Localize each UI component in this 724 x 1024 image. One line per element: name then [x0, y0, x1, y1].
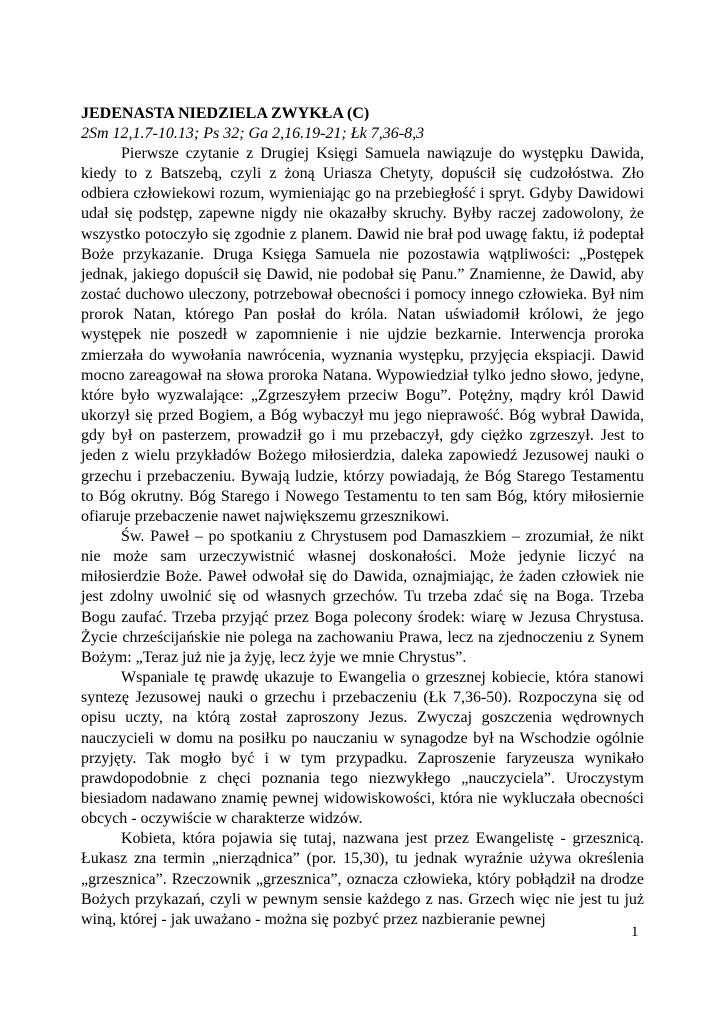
page-title: JEDENASTA NIEDZIELA ZWYKŁA (C) [81, 105, 370, 122]
scripture-references: 2Sm 12,1.7-10.13; Ps 32; Ga 2,16.19-21; Łk 7,36-8,3 [81, 125, 425, 142]
paragraph-gospel: Wspaniale tę prawdę ukazuje to Ewangelia o grzesznej kobiecie, która stanowi syntezę Jezusowej nauki o grzechu i przebaczeniu (Łk 7,36-50). Rozpoczyna się od opisu uczty, na którą został zaproszony Jezus. Zwyczaj goszczenia wędrownych nauczycieli w domu na posiłku po nauczaniu w synagodze był na Wschodzie ogólnie przyjęty. Tak mogło być i w tym przypadku. Zaproszenie faryzeusza wynikało prawdopodobnie z chęci poznania tego niezwykłego „nauczyciela”. Uroczystym biesiadom nadawano znamię pewnej widowiskowości, która nie wykluczała obecności obcych - oczywiście w charakterze widzów. [81, 669, 644, 828]
paragraph-sinful-woman: Kobieta, która pojawia się tutaj, nazwana jest przez Ewangelistę - grzesznicą. Łukasz zna termin „nierządnica” (por. 15,30), tu jednak wyraźnie używa określenia „grzesznica”. Rzeczownik „grzesznica”, oznacza człowieka, który pobłądził na drodze Bożych przykazań, czyli w pewnym sensie każdego z nas. Grzech więc nie jest tu już winą, której - jak uważano - można się pozbyć przez nazbieranie pewnej [81, 830, 644, 928]
paragraph-paul: Św. Paweł – po spotkaniu z Chrystusem pod Damaszkiem – zrozumiał, że nikt nie może sam urzeczywistnić własnej doskonałości. Może jedynie liczyć na miłosierdzie Boże. Paweł odwołał się do Dawida, oznajmiając, że żaden człowiek nie jest zdolny uwolnić się od własnych grzechów. Tu trzeba zdać się na Boga. Trzeba Bogu zaufać. Trzeba przyjąć przez Boga polecony środek: wiarę w Jezusa Chrystusa. Życie chrześcijańskie nie polega na zachowaniu Prawa, lecz na zjednoczeniu z Synem Bożym: „Teraz już nie ja żyję, lecz żyje we mnie Chrystus”. [81, 527, 644, 666]
paragraph-david: Pierwsze czytanie z Drugiej Księgi Samuela nawiązuje do występku Dawida, kiedy to z Batszebą, czyli z żoną Uriasza Chetyty, dopuścił się cudzołóstwa. Zło odbiera człowiekowi rozum, wymieniając go na przebiegłość i spryt. Gdyby Dawidowi udał się podstęp, zapewne nigdy nie okazałby skruchy. Byłby raczej zadowolony, że wszystko potoczyło się zgodnie z planem. Dawid nie brał pod uwagę faktu, iż podeptał Boże przykazanie. Druga Księga Samuela nie pozostawia wątpliwości: „Postępek jednak, jakiego dopuścił się Dawid, nie podobał się Panu.” Znamienne, że Dawid, aby zostać duchowo uleczony, potrzebował obecności i pomocy innego człowieka. Był nim prorok Natan, którego Pan posłał do króla. Natan uświadomił królowi, że jego występek nie poszedł w zapomnienie i nie ujdzie bezkarnie. Interwencja proroka zmierzała do wywołania nawrócenia, wyznania występku, przyjęcia ekspiacji. Dawid mocno zareagował na słowa proroka Natana. Wypowiedział tylko jedno słowo, jedyne, które było wyzwalające: „Zgrzeszyłem przeciw Bogu”. Potężny, mądry król Dawid ukorzył się przed Bogiem, a Bóg wybaczył mu jego nieprawość. Bóg wybrał Dawida, gdy był on pasterzem, prowadził go i mu przebaczył, gdy ciężko zgrzeszył. Jest to jeden z wielu przykładów Bożego miłosierdzia, daleka zapowiedź Jezusowej nauki o grzechu i przebaczeniu. Bywają ludzie, którzy powiadają, że Bóg Starego Testamentu to Bóg okrutny. Bóg Starego i Nowego Testamentu to ten sam Bóg, który miłosiernie ofiaruje przebaczenie nawet największemu grzesznikowi. [81, 145, 644, 525]
document-page [81, 104, 644, 930]
page-number: 1 [631, 924, 639, 940]
